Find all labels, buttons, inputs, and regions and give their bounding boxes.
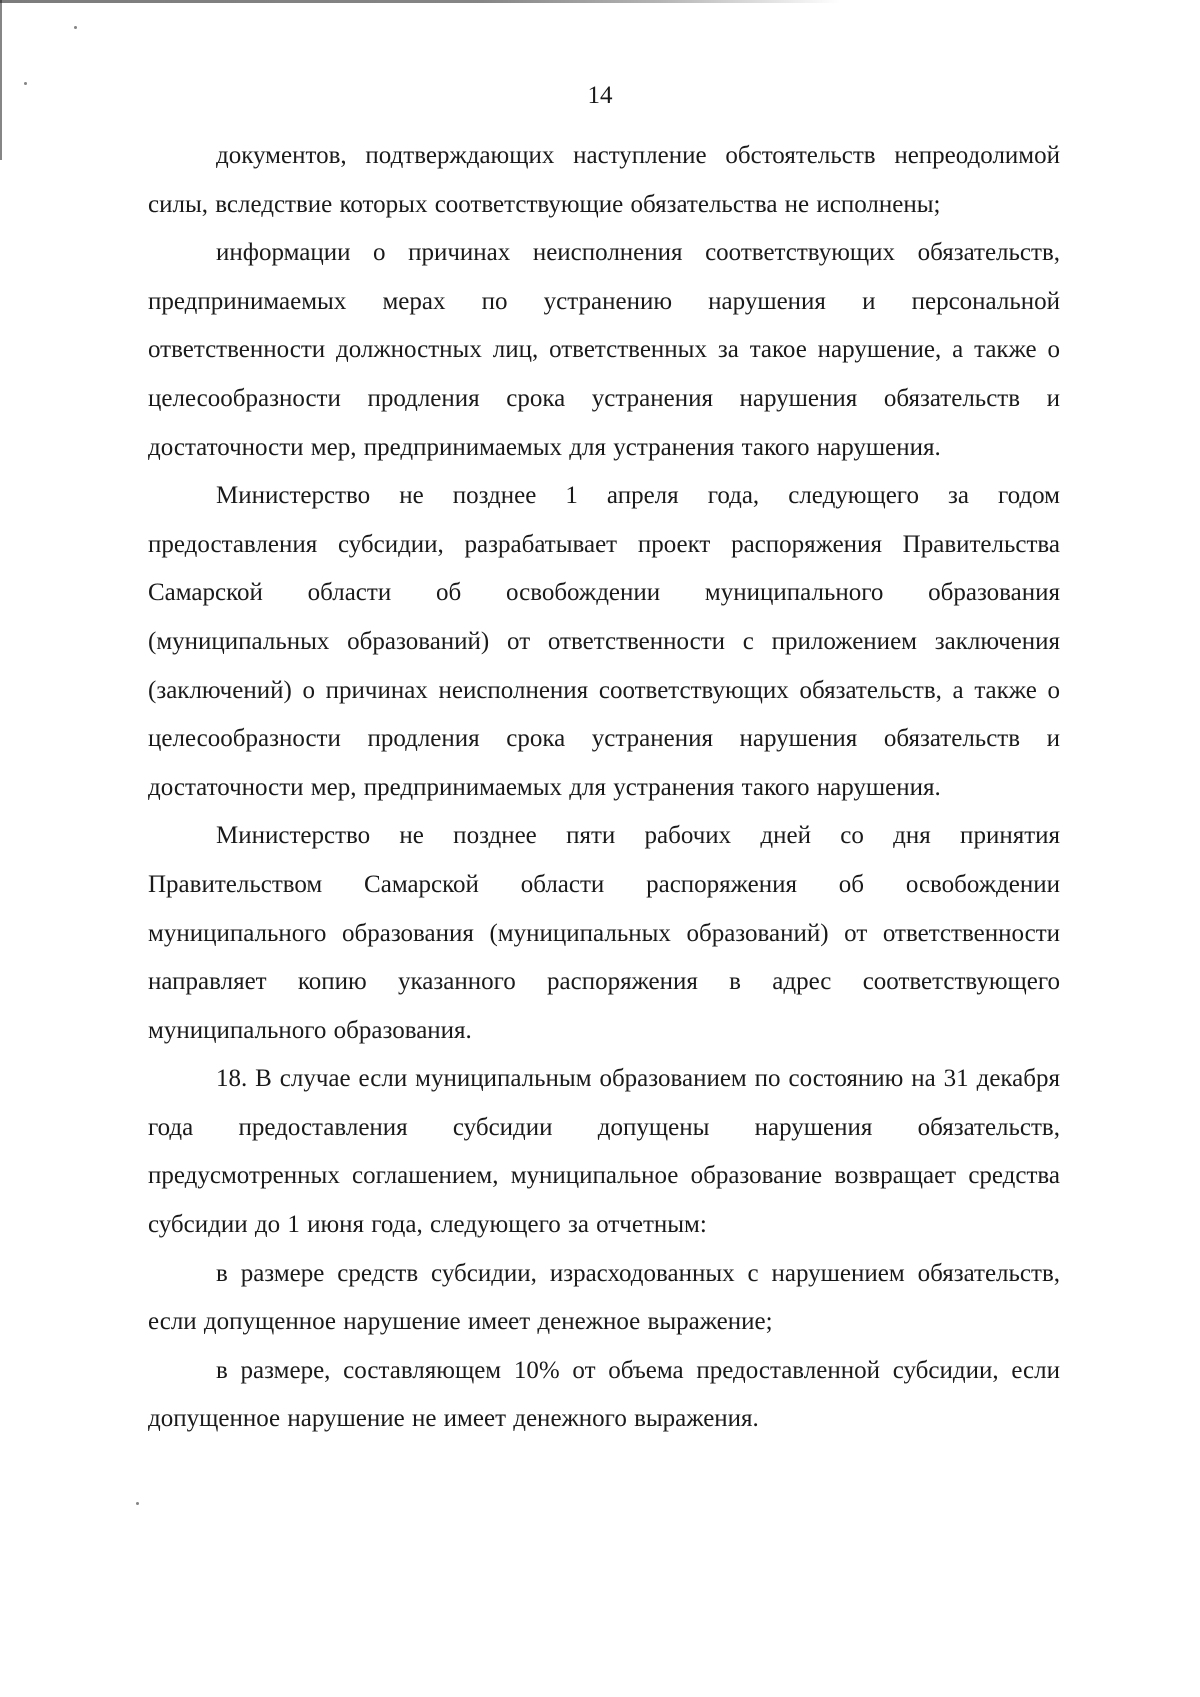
paragraph: 18. В случае если муниципальным образованием по состоянию на 31 декабря года предоставления субсидии допущены нарушения обязательств, предусмотренных соглашением, муниципальное образование возвращает средства субсидии до 1 июня года, следующего за отчетным: — [148, 1065, 1060, 1239]
paragraph: в размере, составляющем 10% от объема предоставленной субсидии, если допущенное нарушение не имеет денежного выражения. — [148, 1356, 1060, 1433]
paragraph: Министерство не позднее пяти рабочих дней со дня принятия Правительством Самарской области распоряжения об освобождении муниципального образования (муниципальных образований) от ответственности направляет копию указанного распоряжения в адрес соответствующего муниципального образования. — [148, 822, 1060, 1044]
scan-edge-left — [0, 0, 2, 160]
page-number: 14 — [587, 82, 613, 109]
scan-speck — [136, 1502, 139, 1505]
document-body — [148, 132, 1060, 1444]
paragraph: Министерство не позднее 1 апреля года, следующего за годом предоставления субсидии, разрабатывает проект распоряжения Правительства Самарской области об освобождении муниципального образования (муниципальных образований) от ответственности с приложением заключения (заключений) о причинах неисполнения соответствующих обязательств, а также о целесообразности продления срока устранения нарушения обязательств и достаточности мер, предпринимаемых для устранения такого нарушения. — [148, 482, 1060, 801]
paragraph: в размере средств субсидии, израсходованных с нарушением обязательств, если допущенное нарушение имеет денежное выражение; — [148, 1259, 1060, 1336]
scan-edge-top — [0, 0, 1200, 3]
paragraph: информации о причинах неисполнения соответствующих обязательств, предпринимаемых мерах по устранению нарушения и персональной ответственности должностных лиц, ответственных за такое нарушение, а также о целесообразности продления срока устранения нарушения обязательств и достаточности мер, предпринимаемых для устранения такого нарушения. — [148, 239, 1060, 461]
paragraph: документов, подтверждающих наступление обстоятельств непреодолимой силы, вследствие которых соответствующие обязательства не исполнены; — [148, 142, 1060, 218]
scan-speck — [74, 26, 77, 29]
